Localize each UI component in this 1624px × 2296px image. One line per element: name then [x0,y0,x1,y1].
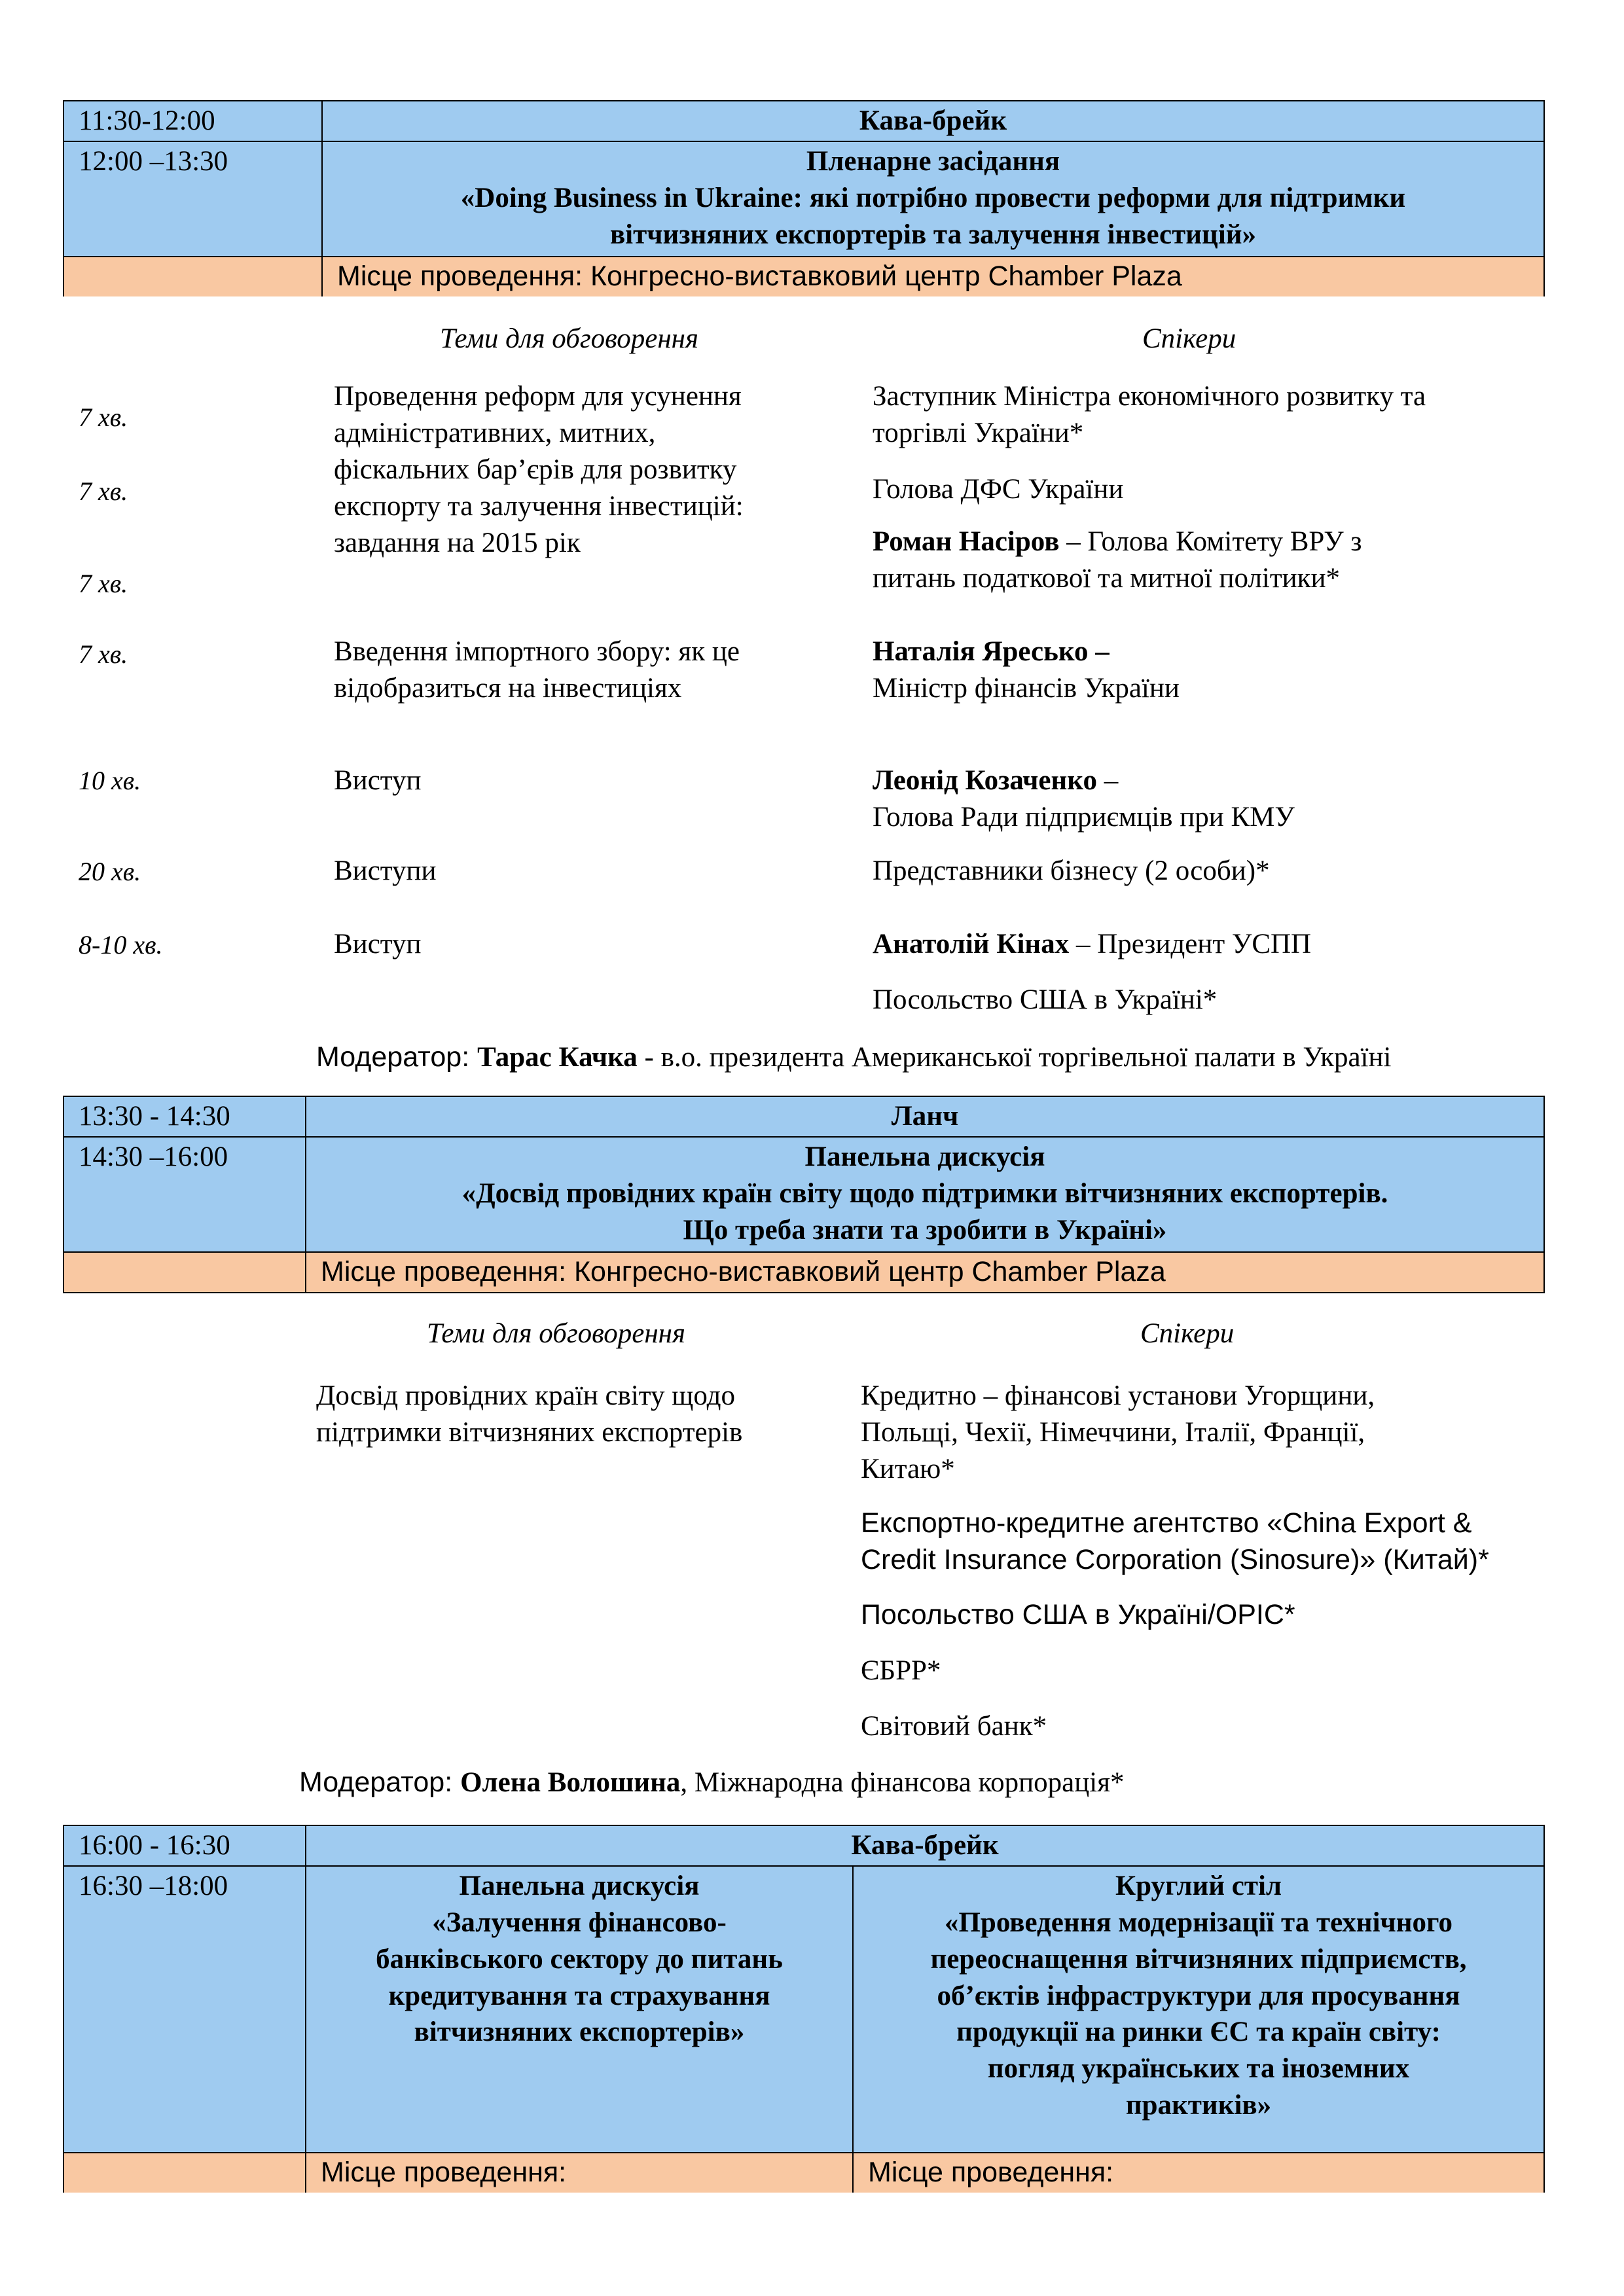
round-table-cell [853,1866,1544,2153]
venue-row [63,1252,1544,1293]
duration-label: 10 хв. [79,766,141,795]
duration-label: 20 хв. [79,857,141,886]
session-topic-line: продукції на ринки ЄС та країн світу: [956,2017,1441,2048]
session-type-label: Панельна дискусія [804,1141,1045,1172]
moderator-role: , Міжнародна фінансова корпорація* [680,1767,1125,1798]
speakers-heading: Спікери [1140,1318,1235,1349]
speaker-entry: Голова ДФС України [873,474,1124,505]
speaker-entry: ЄБРР* [861,1655,941,1686]
speaker-role: Міністр фінансів України [873,672,1180,704]
session-topic-line: «Doing Business in Ukraine: які потрібно провести реформи для підтримки [460,182,1406,213]
panel-discussion-cell [306,1866,853,2153]
session-type-label: Пленарне засідання [806,145,1060,177]
session-topic-line: вітчизняних експортерів» [414,2017,745,2048]
speaker-entry: Представники бізнесу (2 особи)* [873,855,1270,886]
panel-row [63,1137,1544,1252]
session-topic-line: «Залучення фінансово- [432,1907,727,1938]
speaker-line: Експортно-кредитне агентство «China Export & [861,1507,1472,1539]
topic-line: експорту та залучення інвестицій: [334,490,744,522]
speaker-entry: Посольство США в Україні/OPIC* [861,1599,1295,1630]
speaker-entry [873,762,1295,836]
speaker-name: Леонід Козаченко [873,765,1097,796]
plenary-row [63,141,1544,257]
venue-row [63,2153,1544,2193]
topic-line: фіскальних бар’єрів для розвитку [334,454,737,485]
topic-line: завдання на 2015 рік [334,527,581,558]
session-topic-line: вітчизняних експортерів та залучення інвестицій» [609,219,1257,250]
speaker-name: Наталія Яресько – [873,636,1110,667]
time-cell: 14:30 –16:00 [63,1137,306,1252]
topics-heading: Теми для обговорення [427,1318,685,1349]
coffee-break-row-1 [63,101,1544,141]
speaker-name: Анатолій Кінах [873,929,1070,960]
session-topic-line: переоснащення вітчизняних підприємств, [930,1943,1467,1975]
discussion-topic [334,634,740,707]
discussion-topic: Виступ [334,929,422,960]
speaker-entry [873,634,1180,707]
moderator-name: Тарас Качка [477,1042,638,1073]
speaker-entry [873,524,1362,597]
venue-text: Місце проведення: Конгресно-виставковий центр Chamber Plaza [322,257,1544,296]
topic-line: Досвід провідних країн світу щодо [316,1380,736,1411]
speaker-line: Credit Insurance Corporation (Sinosure)» (Китай)* [861,1543,1489,1575]
moderator-label: Модератор: [316,1041,478,1073]
speakers-heading: Спікери [1142,323,1236,354]
session-type-label: Панельна дискусія [459,1870,700,1901]
session-topic-line: кредитування та страхування [388,1980,770,2011]
duration-label: 7 хв. [79,476,128,506]
parallel-sessions-row [63,1866,1544,2153]
discussion-topic [334,378,744,561]
panel-session-title [306,1137,1544,1252]
speaker-entry [873,378,1426,452]
speaker-role: – Голова Комітету ВРУ з [1059,526,1362,557]
venue-text: Місце проведення: [306,2153,853,2193]
time-cell: 16:00 - 16:30 [63,1825,306,1866]
session-topic-line: «Досвід провідних країн світу щодо підтримки вітчизняних експортерів. [461,1177,1388,1209]
speaker-line: торгівлі України* [873,417,1084,448]
speaker-line: Кредитно – фінансові установи Угорщини, [861,1380,1375,1411]
topics-heading: Теми для обговорення [440,323,698,354]
speaker-line: питань податкової та митної політики* [873,562,1341,594]
venue-text: Місце проведення: [853,2153,1544,2193]
discussion-topic [316,1378,742,1451]
plenary-session-title [322,141,1544,257]
speaker-entry [861,1505,1489,1579]
speaker-name: Роман Насіров [873,526,1060,557]
coffee-break-title: Кава-брейк [306,1825,1544,1866]
lunch-title: Ланч [306,1096,1544,1137]
schedule-table-1 [63,100,1545,296]
speaker-role: Голова Ради підприємців при КМУ [873,801,1295,833]
session-topic-line: практиків» [1125,2090,1272,2121]
speaker-role: – Президент УСПП [1069,929,1312,960]
venue-empty-cell [63,2153,306,2193]
venue-empty-cell [63,1252,306,1293]
venue-row [63,257,1544,296]
schedule-table-2 [63,1096,1545,1293]
time-cell: 11:30-12:00 [63,101,322,141]
session-type-label: Круглий стіл [1115,1870,1282,1901]
time-cell: 13:30 - 14:30 [63,1096,306,1137]
session-topic-line: банківського сектору до питань [376,1943,783,1975]
time-cell: 16:30 –18:00 [63,1866,306,2153]
moderator-name: Олена Волошина [460,1767,681,1798]
duration-label: 7 хв. [79,403,128,432]
moderator-line [316,1039,1391,1076]
discussion-topic: Виступи [334,855,437,886]
speaker-entry: Посольство США в Україні* [873,984,1218,1015]
topic-line: Введення імпортного збору: як це [334,636,740,667]
speaker-line: Китаю* [861,1453,955,1484]
coffee-break-title: Кава-брейк [322,101,1544,141]
speaker-line: Польщі, Чехії, Німеччини, Італії, Франції, [861,1416,1365,1448]
duration-label: 8-10 хв. [79,930,163,960]
moderator-role: - в.о. президента Американської торгівельної палати в Україні [637,1042,1392,1073]
schedule-table-3 [63,1825,1545,2193]
speaker-entry [861,1378,1375,1488]
speaker-dash: – [1096,765,1119,796]
time-cell: 12:00 –13:30 [63,141,322,257]
session-topic-line: погляд українських та іноземних [987,2053,1410,2085]
session-topic-line: «Проведення модернізації та технічного [944,1907,1453,1938]
coffee-break-row-2 [63,1825,1544,1866]
speaker-entry: Світовий банк* [861,1711,1047,1742]
topic-line: адміністративних, митних, [334,417,656,448]
topic-line: підтримки вітчизняних експортерів [316,1416,743,1448]
duration-label: 7 хв. [79,639,128,669]
venue-text: Місце проведення: Конгресно-виставковий центр Chamber Plaza [306,1252,1544,1293]
topic-line: Проведення реформ для усунення [334,381,742,412]
venue-empty-cell [63,257,322,296]
session-topic-line: Що треба знати та зробити в Україні» [683,1214,1167,1246]
moderator-label: Модератор: [299,1767,461,1798]
moderator-line [299,1765,1124,1801]
duration-label: 7 хв. [79,569,128,598]
lunch-row [63,1096,1544,1137]
topic-line: відобразиться на інвестиціях [334,672,682,704]
speaker-entry [873,926,1311,963]
discussion-topic: Виступ [334,765,422,796]
session-topic-line: об’єктів інфраструктури для просування [937,1980,1460,2011]
speaker-line: Заступник Міністра економічного розвитку та [873,381,1426,412]
